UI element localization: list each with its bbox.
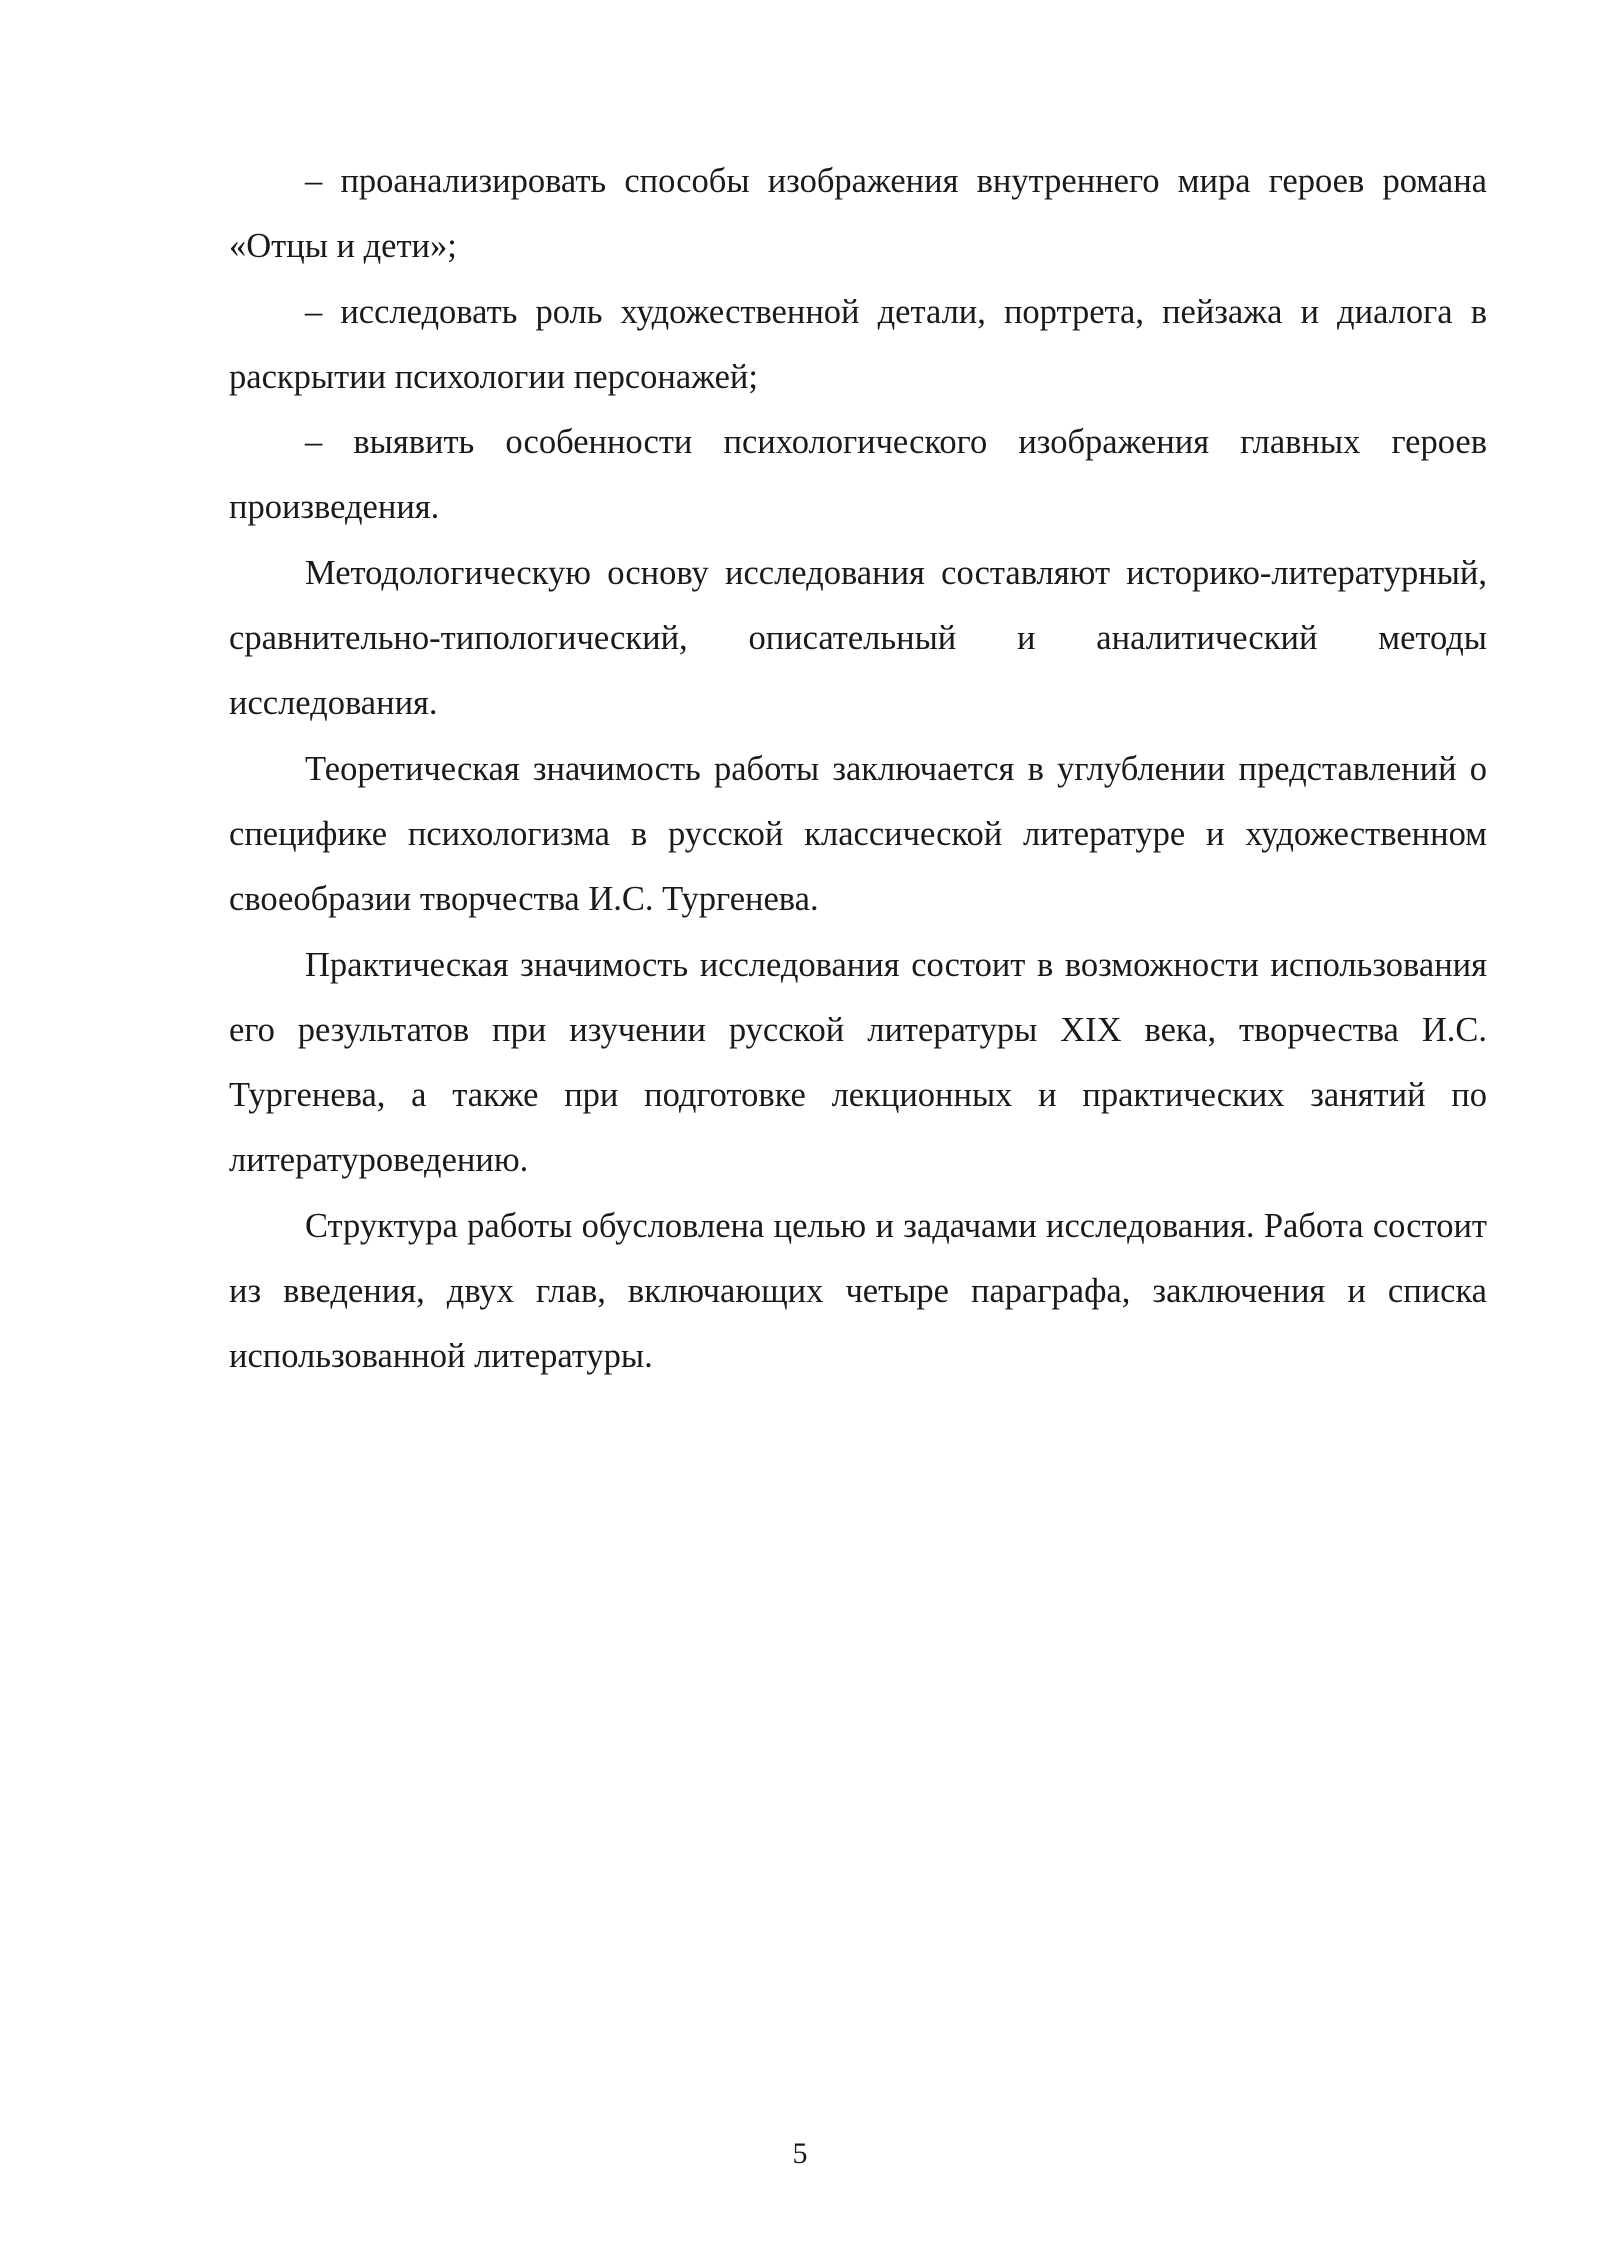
theoretical-significance-paragraph: Теоретическая значимость работы заключается в углублении представлений о специфике психологизма в русской классической литературе и художественном своеобразии творчества И.С. Тургенева. — [229, 749, 1487, 919]
task-item-identify: – выявить особенности психологического изображения главных героев произведения. — [229, 423, 1487, 527]
methodology-paragraph: Методологическую основу исследования составляют историко-литературный, сравнительно-типологический, описательный и аналитический методы исследования. — [229, 553, 1487, 723]
practical-significance-paragraph: Практическая значимость исследования состоит в возможности использования его результатов при изучении русской литературы XIX века, творчества И.С. Тургенева, а также при подготовке лекционных и практических занятий по литературоведению. — [229, 945, 1487, 1180]
structure-paragraph: Структура работы обусловлена целью и задачами исследования. Работа состоит из введения, двух глав, включающих четыре параграфа, заключения и списка использованной литературы. — [229, 1206, 1487, 1376]
body-text — [229, 149, 1487, 1390]
task-item-analyze: – проанализировать способы изображения внутреннего мира героев романа «Отцы и дети»; — [229, 162, 1487, 266]
task-item-investigate: – исследовать роль художественной детали, портрета, пейзажа и диалога в раскрытии психологии персонажей; — [229, 292, 1487, 396]
page-number: 5 — [792, 2137, 808, 2170]
